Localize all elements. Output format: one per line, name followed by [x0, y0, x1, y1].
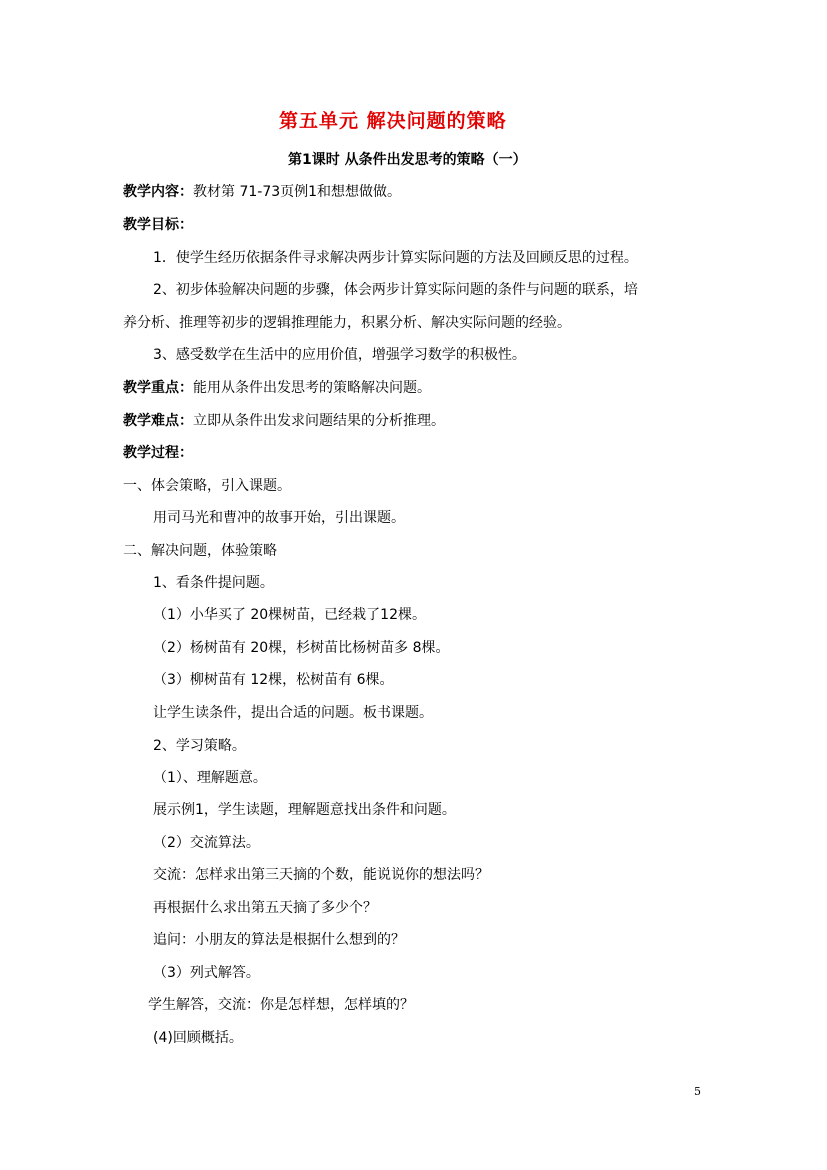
process-label: 教学过程：: [123, 445, 193, 461]
condition-3: （3）柳树苗有 12棵，松树苗有 6棵。: [153, 672, 394, 688]
difficulty-row: [123, 411, 445, 431]
difficulty-label: 教学难点：: [123, 413, 193, 429]
section-1-heading: 一、体会策略，引入课题。: [123, 478, 291, 494]
step-2-heading: 2、学习策略。: [153, 738, 246, 754]
goal-1: 1．使学生经历依据条件寻求解决两步计算实际问题的方法及回顾反思的过程。: [153, 250, 638, 266]
key-point-row: [123, 378, 431, 398]
sub-2-text-a: 交流：怎样求出第三天摘的个数，能说说你的想法吗？: [153, 867, 489, 883]
content-text: 教材第 71-73页例1和想想做做。: [193, 184, 402, 200]
goal-2-line-2: 养分析、推理等初步的逻辑推理能力，积累分析、解决实际问题的经验。: [123, 315, 571, 331]
condition-1: （1）小华买了 20棵树苗，已经栽了12棵。: [153, 607, 426, 623]
step-1-text: 让学生读条件，提出合适的问题。板书课题。: [153, 705, 433, 721]
goal-3: 3、感受数学在生活中的应用价值，增强学习数学的积极性。: [153, 347, 526, 363]
goals-label: 教学目标：: [123, 217, 193, 233]
difficulty-text: 立即从条件出发求问题结果的分析推理。: [193, 413, 445, 429]
lesson-subtitle: 第1课时 从条件出发思考的策略（一）: [288, 152, 527, 168]
sub-3-text: 学生解答，交流：你是怎样想，怎样填的？: [148, 997, 414, 1013]
sub-1-heading: （1）、理解题意。: [153, 770, 267, 786]
sub-2-text-c: 追问：小朋友的算法是根据什么想到的？: [153, 932, 405, 948]
sub-2-heading: （2）交流算法。: [153, 835, 260, 851]
condition-2: （2）杨树苗有 20棵，杉树苗比杨树苗多 8棵。: [153, 640, 450, 656]
unit-title: 第五单元 解决问题的策略: [279, 110, 507, 132]
content-row: [123, 182, 401, 202]
goal-2-line-1: 2、初步体验解决问题的步骤，体会两步计算实际问题的条件与问题的联系，培: [153, 282, 638, 298]
sub-4-heading: (4)回顾概括。: [153, 1030, 243, 1046]
key-point-label: 教学重点：: [123, 380, 193, 396]
sub-2-text-b: 再根据什么求出第五天摘了多少个？: [153, 900, 377, 916]
sub-1-text: 展示例1，学生读题，理解题意找出条件和问题。: [153, 802, 456, 818]
sub-3-heading: （3）列式解答。: [153, 965, 260, 981]
content-label: 教学内容：: [123, 184, 193, 200]
step-1-heading: 1、看条件提问题。: [153, 575, 274, 591]
section-1-text: 用司马光和曹冲的故事开始，引出课题。: [153, 510, 405, 526]
key-point-text: 能用从条件出发思考的策略解决问题。: [193, 380, 431, 396]
section-2-heading: 二、解决问题，体验策略: [123, 543, 277, 559]
page-number: 5: [694, 1085, 701, 1098]
